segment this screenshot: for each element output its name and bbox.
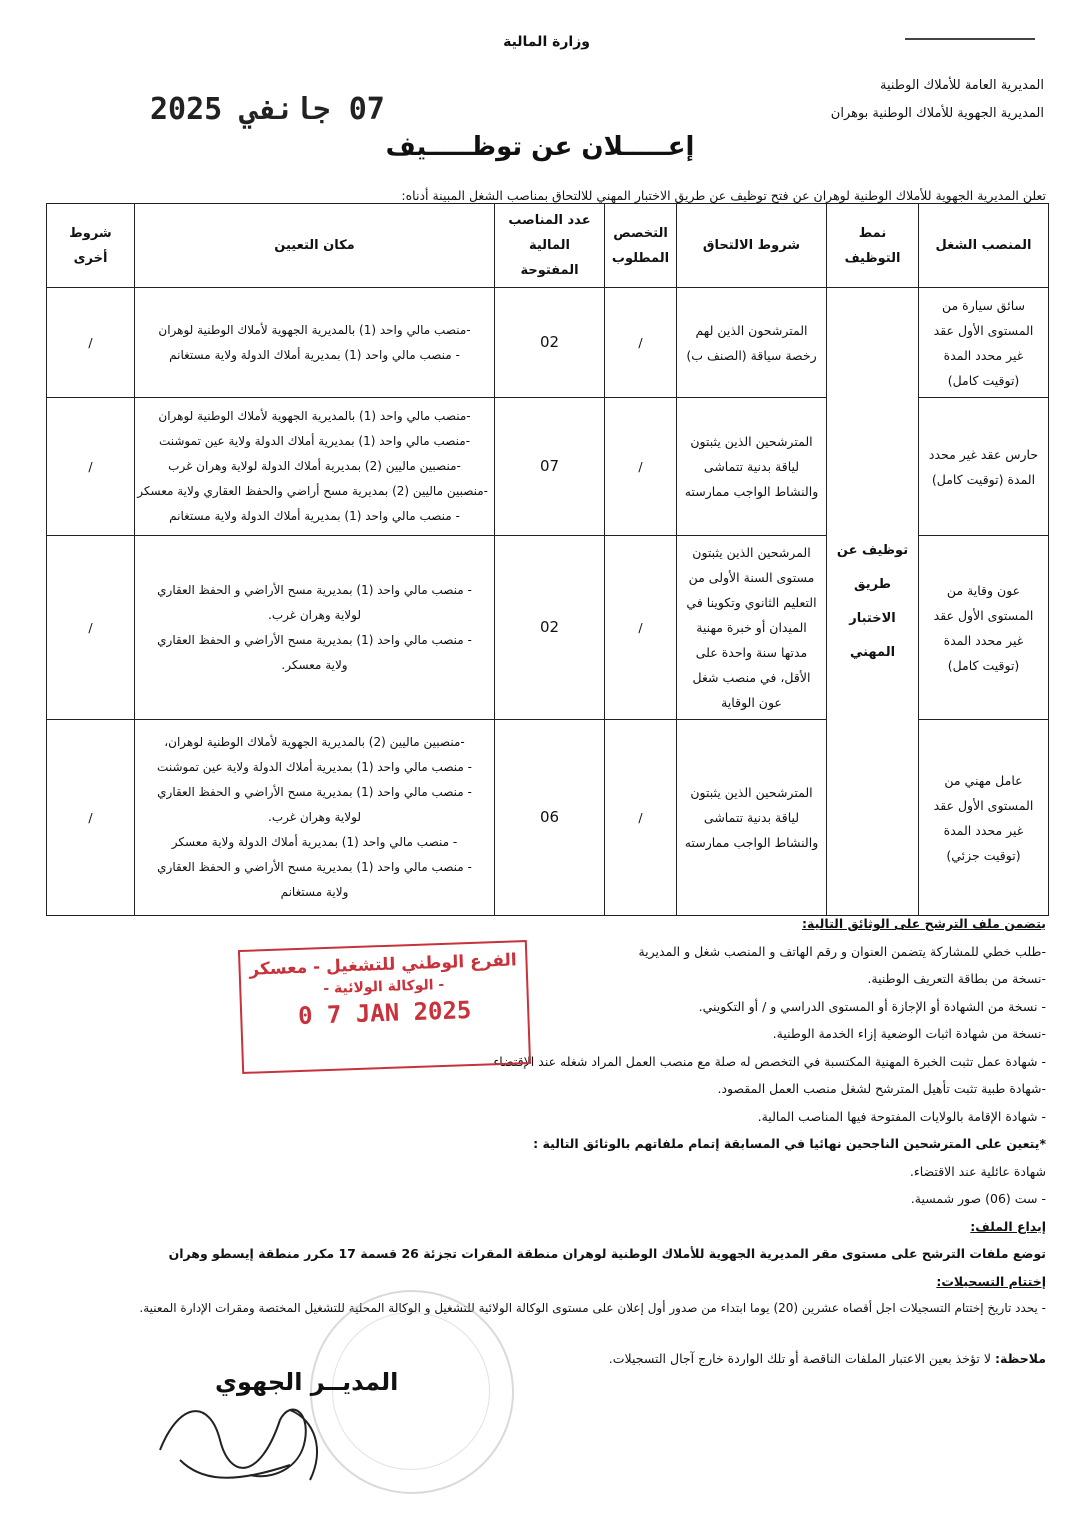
count-cell: 02 xyxy=(495,536,605,720)
date-stamp: 07 جانفي 2025 xyxy=(150,92,385,127)
document-item: -نسخة من بطاقة التعريف الوطنية. xyxy=(867,971,1046,986)
document-item: -شهادة طبية تثبت تأهيل المترشح لشغل منصب العمل المقصود. xyxy=(717,1081,1046,1096)
place-line: - منصب مالي واحد (1) بمديرية مسح الأراضي و الحفظ العقاري xyxy=(157,860,472,874)
handwritten-signature xyxy=(140,1380,340,1490)
deposit-heading: إيداع الملف: xyxy=(970,1218,1046,1234)
place-line: -منصب مالي واحد (1) بمديرية أملاك الدولة ولاية عين تموشنت xyxy=(158,434,471,448)
col-other: شروط أخرى xyxy=(47,204,135,288)
specialty-cell: / xyxy=(605,536,677,720)
place-line: ولاية مستغانم xyxy=(280,885,349,899)
post-cell: حارس عقد غير محدد المدة (توقيت كامل) xyxy=(919,398,1049,536)
places-cell xyxy=(135,536,495,720)
stamp-date: 0 7 JAN 2025 xyxy=(297,995,472,1031)
note-label: ملاحظة: xyxy=(995,1350,1046,1366)
other-cell: / xyxy=(47,720,135,916)
final-document-item: شهادة عائلية عند الاقتضاء. xyxy=(909,1163,1046,1179)
count-cell: 06 xyxy=(495,720,605,916)
deposit-text: توضع ملفات الترشح على مستوى مقر المديرية الجهوية للأملاك الوطنية لوهران منطقة المقرات تجزئة 26 قسمة 17 مكرر منطقة إيسطو وهران xyxy=(168,1246,1046,1261)
post-cell: سائق سيارة من المستوى الأول عقد غير محدد المدة (توقيت كامل) xyxy=(919,288,1049,398)
other-cell: / xyxy=(47,536,135,720)
documents-heading: يتضمن ملف الترشح على الوثائق التالية: xyxy=(802,916,1046,931)
page-title: إعـــــلان عن توظـــــيف xyxy=(385,132,695,162)
col-post: المنصب الشغل xyxy=(919,204,1049,288)
post-cell: عون وقاية من المستوى الأول عقد غير محدد المدة (توقيت كامل) xyxy=(919,536,1049,720)
jobs-table xyxy=(46,203,1049,916)
recruitment-mode-cell: توظيف عن طريق الاختبار المهني xyxy=(827,288,919,916)
regional-directorate: المديرية الجهوية للأملاك الوطنية بوهران xyxy=(830,106,1044,121)
place-line: -منصب مالي واحد (1) بالمديرية الجهوية لأملاك الوطنية لوهران xyxy=(158,322,471,337)
col-places: مكان التعيين xyxy=(135,204,495,288)
place-line: - منصب مالي واحد (1) بمديرية أملاك الدولة ولاية عين تموشنت xyxy=(157,760,472,774)
count-cell: 02 xyxy=(495,288,605,398)
closing-heading: إختتام التسجيلات: xyxy=(936,1273,1046,1289)
places-cell xyxy=(135,288,495,398)
document-item: -نسخة من شهادة اثبات الوضعية إزاء الخدمة الوطنية. xyxy=(772,1026,1046,1041)
ministry-name: وزارة المالية xyxy=(503,34,590,50)
header-rule xyxy=(905,38,1035,40)
places-cell xyxy=(135,720,495,916)
table-header-row xyxy=(47,204,1049,288)
final-documents-heading: *يتعين على المترشحين الناجحين نهائيا في المسابقة إتمام ملفاتهم بالوثائق التالية : xyxy=(533,1136,1046,1151)
place-line: لولاية وهران غرب. xyxy=(268,607,361,622)
col-specialty: التخصص المطلوب xyxy=(605,204,677,288)
final-document-item: - ست (06) صور شمسية. xyxy=(910,1191,1046,1206)
employment-agency-stamp xyxy=(238,940,531,1074)
specialty-cell: / xyxy=(605,398,677,536)
directorate-general: المديرية العامة للأملاك الوطنية xyxy=(879,78,1044,93)
conditions-cell: المترشحين الذين يثبتون لياقة بدنية تتماشى والنشاط الواجب ممارسته xyxy=(677,720,827,916)
note-line xyxy=(46,1345,1046,1373)
specialty-cell: / xyxy=(605,288,677,398)
note-text: لا تؤخذ بعين الاعتبار الملفات الناقصة أو تلك الواردة خارج آجال التسجيلات. xyxy=(608,1350,992,1366)
conditions-cell: المترشحين الذين يثبتون لياقة بدنية تتماشى والنشاط الواجب ممارسته xyxy=(677,398,827,536)
stamp-line1: الفرع الوطني للتشغيل - معسكر xyxy=(248,950,518,980)
place-line: لولاية وهران غرب. xyxy=(268,810,361,824)
place-line: - منصب مالي واحد (1) بمديرية مسح الأراضي و الحفظ العقاري xyxy=(157,582,472,597)
intro-text: تعلن المديرية الجهوية للأملاك الوطنية لوهران عن فتح توظيف عن طريق الاختبار المهني للالتحاق بمناصب الشغل المبينة أدناه: xyxy=(401,188,1046,203)
conditions-cell: المترشحون الذين لهم رخصة سياقة (الصنف ب) xyxy=(677,288,827,398)
place-line: ولاية معسكر. xyxy=(281,657,348,672)
specialty-cell: / xyxy=(605,720,677,916)
col-conditions: شروط الالتحاق xyxy=(677,204,827,288)
post-cell: عامل مهني من المستوى الأول عقد غير محدد المدة (توقيت جزئي) xyxy=(919,720,1049,916)
other-cell: / xyxy=(47,288,135,398)
document-item: -طلب خطي للمشاركة يتضمن العنوان و رقم الهاتف و المنصب شغل و المديرية xyxy=(638,943,1046,959)
places-cell xyxy=(135,398,495,536)
col-mode: نمط التوظيف xyxy=(827,204,919,288)
document-item: - شهادة عمل تثبت الخبرة المهنية المكتسبة في التخصص له صلة مع منصب العمل المراد شغله عند الإقتضاء xyxy=(493,1053,1046,1069)
place-line: - منصب مالي واحد (1) بمديرية مسح الأراضي و الحفظ العقاري xyxy=(157,632,472,647)
stamp-line2: - الوكالة الولائية - xyxy=(323,976,445,998)
place-line: - منصب مالي واحد (1) بمديرية أملاك الدولة ولاية معسكر xyxy=(171,835,458,849)
count-cell: 07 xyxy=(495,398,605,536)
place-line: -منصبين ماليين (2) بمديرية أملاك الدولة لولاية وهران غرب xyxy=(168,459,461,473)
document-item: - شهادة الإقامة بالولايات المفتوحة فيها المناصب المالية. xyxy=(757,1108,1046,1124)
directorate-block xyxy=(831,72,1044,128)
place-line: -منصبين ماليين (2) بالمديرية الجهوية لأملاك الوطنية لوهران، xyxy=(164,735,465,749)
closing-text: - يحدد تاريخ إختتام التسجيلات اجل أقصاه عشرين (20) يوما ابتداء من صدور أول إعلان على مستوى الوكالة الولائية للتشغيل و الوكالة المحلية للتشغيل المختصة ومقرات الإدارة المعنية. xyxy=(139,1301,1046,1315)
place-line: - منصب مالي واحد (1) بمديرية مسح الأراضي و الحفظ العقاري xyxy=(157,785,472,799)
director-title: المديــر الجهوي xyxy=(215,1368,399,1396)
document-item: - نسخة من الشهادة أو الإجازة أو المستوى الدراسي و / أو التكويني. xyxy=(698,998,1046,1014)
place-line: -منصب مالي واحد (1) بالمديرية الجهوية لأملاك الوطنية لوهران xyxy=(158,409,471,423)
place-line: - منصب مالي واحد (1) بمديرية أملاك الدولة ولاية مستغانم xyxy=(169,509,460,523)
other-cell: / xyxy=(47,398,135,536)
place-line: - منصب مالي واحد (1) بمديرية أملاك الدولة ولاية مستغانم xyxy=(169,347,460,362)
col-count: عدد المناصب المالية المفتوحة xyxy=(495,204,605,288)
place-line: -منصبين ماليين (2) بمديرية مسح أراضي والحفظ العقاري ولاية معسكر xyxy=(137,484,488,498)
table-row xyxy=(47,288,1049,398)
conditions-cell: المرشحين الذين يثبتون مستوى السنة الأولى من التعليم الثانوي وتكوينا في الميدان أو خبرة مهنية مدتها سنة واحدة على الأقل، في منصب شغل عون الوقاية xyxy=(677,536,827,720)
documents-section xyxy=(46,910,1046,1372)
